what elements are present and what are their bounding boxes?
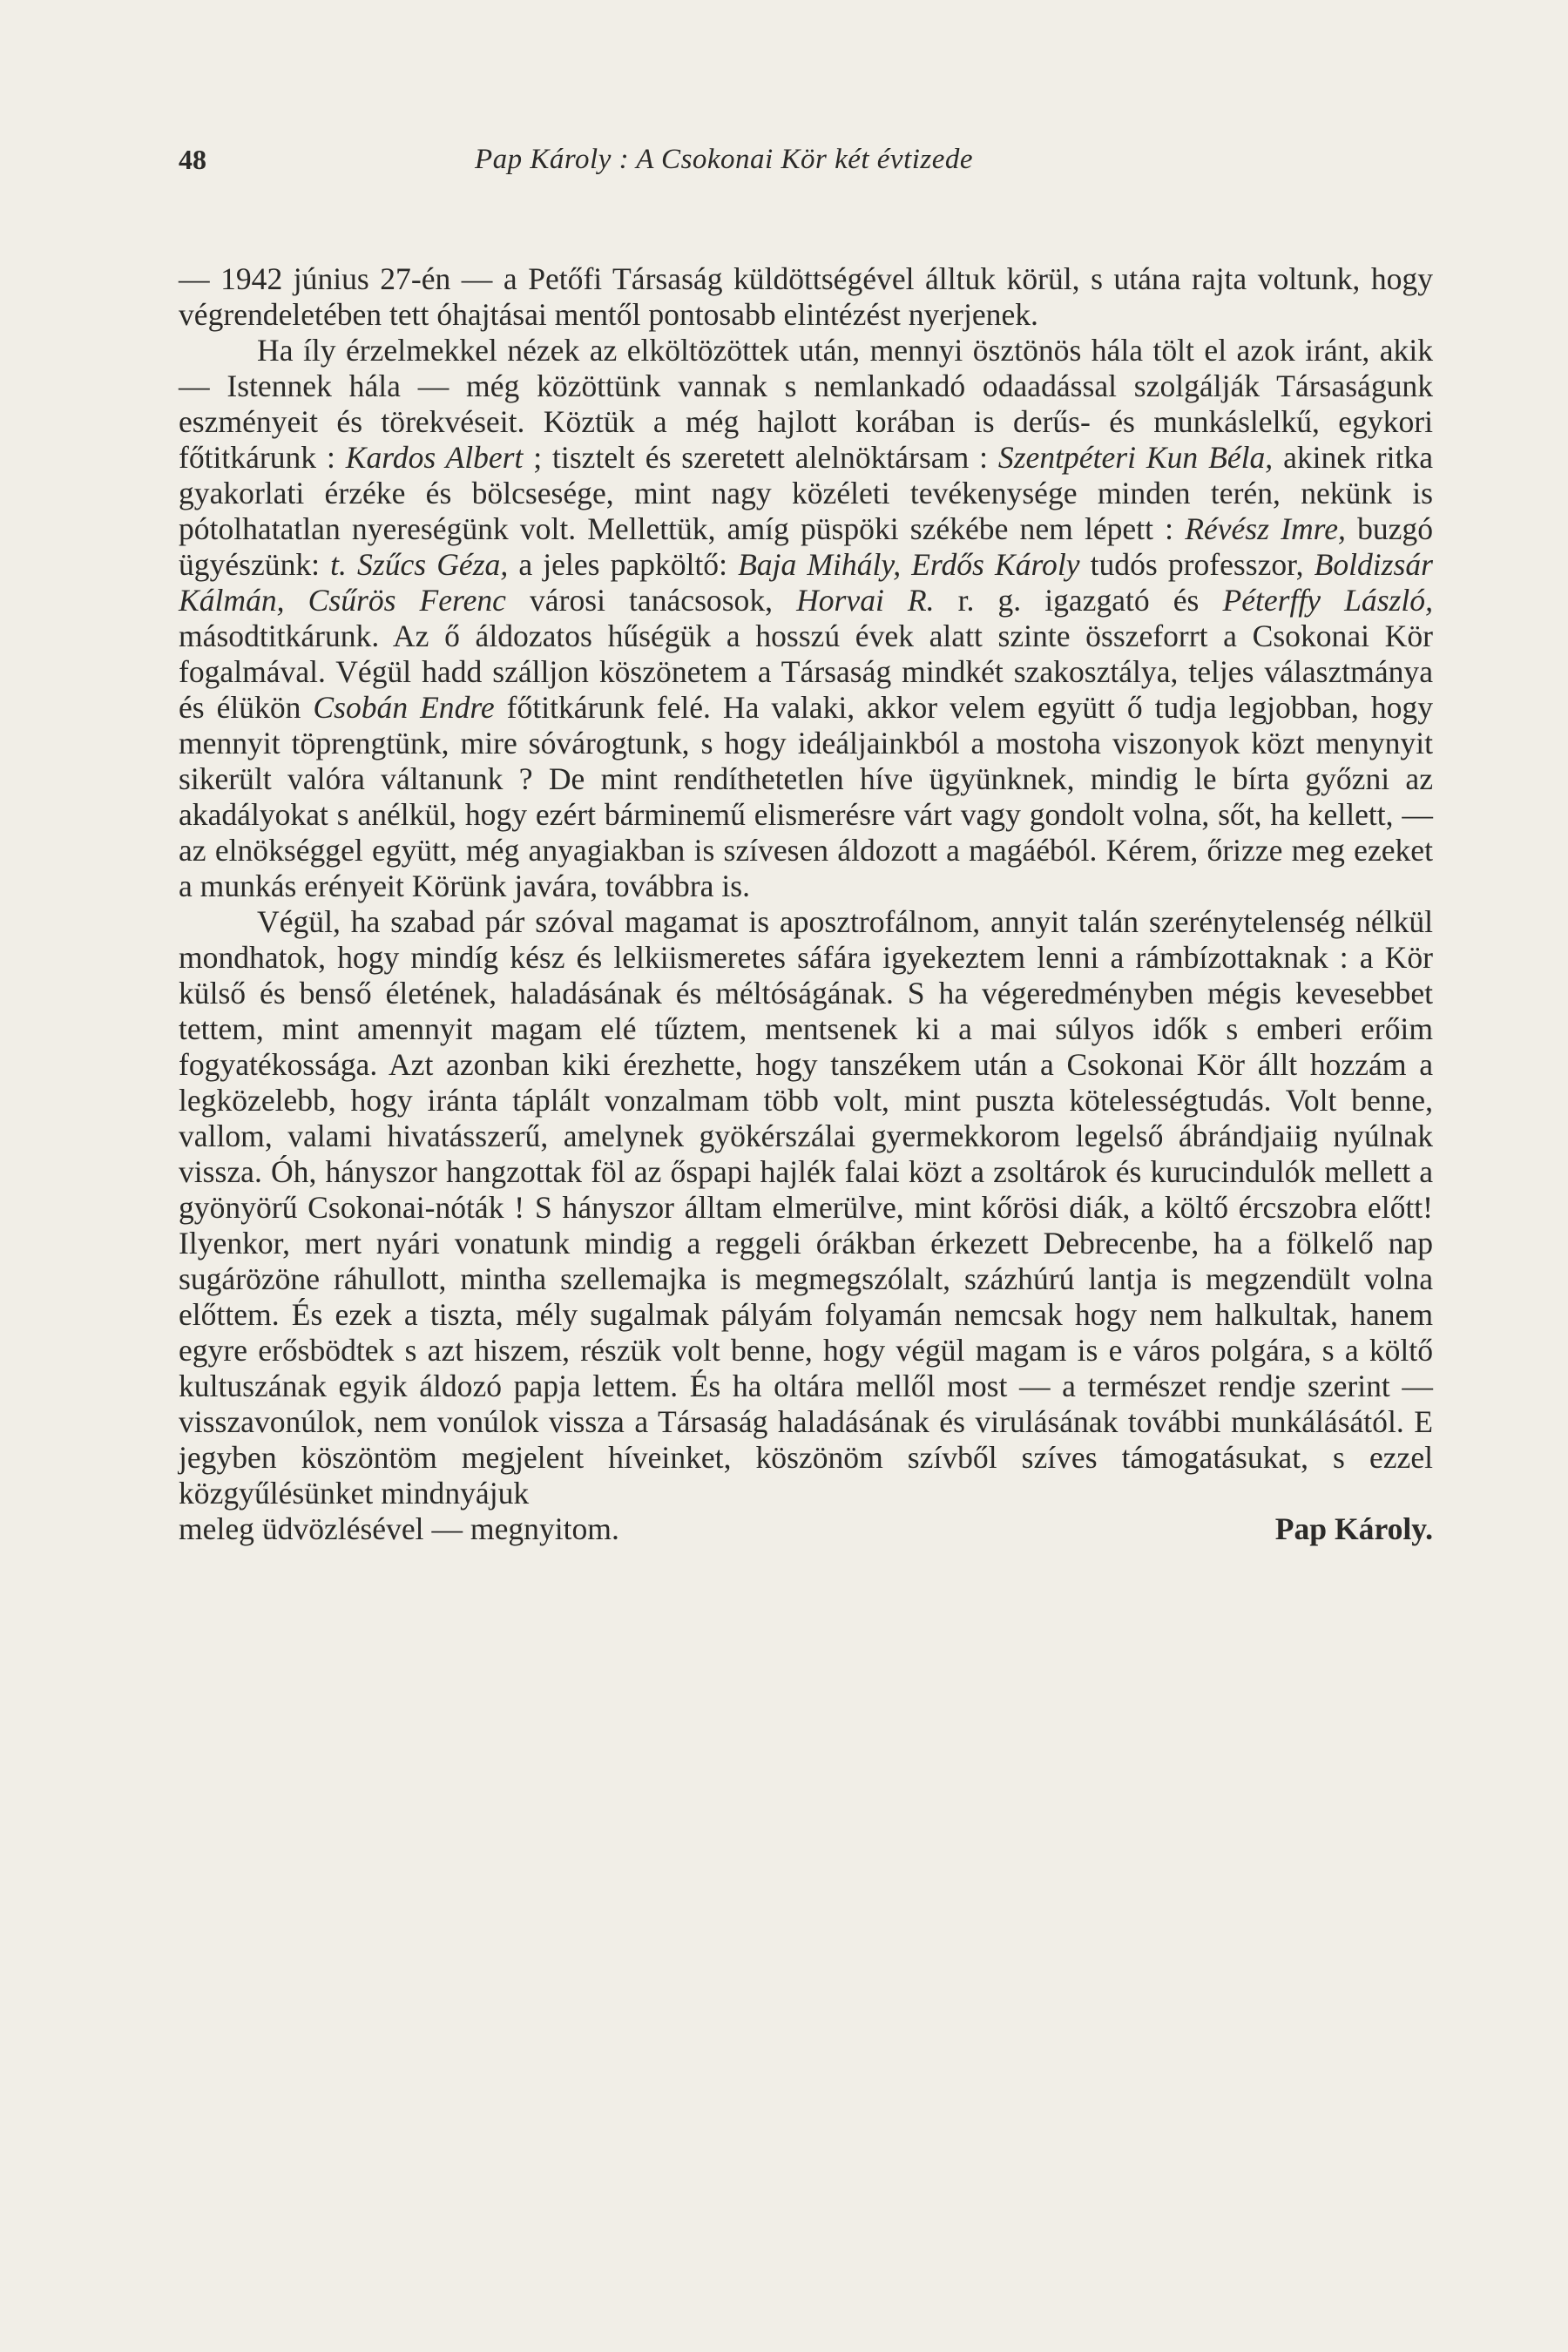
person-name: Csobán Endre: [313, 690, 495, 725]
person-name: Boldizsár Kálmán, Csűrös Ferenc: [179, 547, 1433, 618]
text-segment: buzgó ügyészünk:: [179, 511, 1434, 582]
person-name: Szentpéteri Kun Béla,: [997, 440, 1274, 475]
running-head: [179, 144, 1433, 184]
text-segment: főtitkárunk felé. Ha valaki, akkor velem együtt ő tudja legjobban, hogy mennyit töprengtünk, mire sóvárogtunk, s hogy ideáljainkból a mostoha viszonyok közt menynyit sikerült valóra váltanunk ? De mint rendíthetetlen híve ügyünknek, mindig le bírta győzni az akadályokat s anélkül, hogy ezért bárminemű elismerésre várt vagy gondolt volna, sőt, ha kellett, — az elnökséggel együtt, még anyagiakban is szívesen áldozott a magáéból. Kérem, őrizze meg ezeket a munkás erényeit Körünk javára, továbbra is.: [179, 690, 1433, 903]
text-segment: r. g. igazgató és: [934, 583, 1223, 618]
text-segment: tudós professzor,: [1079, 547, 1315, 582]
body-text: [179, 261, 1433, 1547]
closing-text: meleg üdvözlésével — megnyitom.: [179, 1511, 619, 1546]
paragraph-3: Végül, ha szabad pár szóval magamat is aposztrofálnom, annyit talán szerénytelenség nélkül mondhatok, hogy mindíg kész és lelkiismeretes sáfára igyekeztem lenni a rámbízottaknak : a Kör külső és benső életének, haladásának és méltóságának. S ha végeredményben mégis kevesebbet tettem, mint amennyit magam elé tűztem, mentsenek ki a mai súlyos idők s emberi erőim fogyatékossága. Azt azonban kiki érezhette, hogy tanszékem után a Csokonai Kör állt hozzám a legközelebb, hogy iránta táplált vonzalmam több volt, mint puszta kötelességtudás. Volt benne, vallom, valami hivatásszerű, amelynek gyökérszálai gyermekkorom legelső ábrándjaiig nyúlnak vissza. Óh, hányszor hangzottak föl az őspapi hajlék falai közt a zsoltárok és kurucindulók mellett a gyönyörű Csokonai-nóták ! S hányszor álltam elmerülve, mint kőrösi diák, a költő ércszobra előtt! Ilyenkor, mert nyári vonatunk mindig a reggeli órákban érkezett Debrecenbe, ha a fölkelő nap sugárözöne ráhullott, mintha szellemajka is megmegszólalt, százhúrú lantja is megzendült volna előttem. És ezek a tiszta, mély sugalmak pályám folyamán nemcsak hogy nem halkultak, hanem egyre erősbödtek s azt hiszem, részük volt benne, hogy végül magam is e város polgára, s a költő kultuszának egyik áldozó papja lettem. És ha oltára mellől most — a természet rendje szerint — visszavonúlok, nem vonúlok vissza a Társaság haladásának és virulásának további munkálásától. E jegyben köszöntöm megjelent híveinket, köszönöm szívből szíves támogatásukat, s ezzel közgyűlésünket mindnyájuk: [179, 904, 1433, 1511]
text-segment: ; tisztelt és szeretett alelnöktársam :: [523, 440, 998, 475]
text-segment: akinek ritka gyakorlati érzéke és bölcsesége, mint nagy közéleti tevékenysége minden terén, nekünk is pótolhatatlan nyereségünk volt. Mellettük, amíg püspöki székébe nem lépett :: [179, 440, 1433, 546]
text-segment: másodtitkárunk. Az ő áldozatos hűségük a hosszú évek alatt szinte összeforrt a Csokonai Kör fogalmával. Végül hadd szálljon köszönetem a Társaság mindkét szakosztálya, teljes választmánya és élükön: [179, 618, 1433, 725]
page-number: 48: [179, 144, 206, 175]
person-name: Kardos Albert: [345, 440, 524, 475]
text-segment: Ha íly érzelmekkel nézek az elköltözöttek után, mennyi ösztönös hála tölt el azok iránt, akik — Istennek hála — még közöttünk vannak s nemlankadó odaadással szolgálják Társaságunk eszményeit és törekvéseit. Köztük a még hajlott korában is derűs- és munkáslelkű, egykori főtitkárunk :: [179, 333, 1433, 475]
text-segment: városi tanácsosok,: [505, 583, 797, 618]
closing-line: [179, 1511, 1433, 1547]
paragraph-2: [179, 333, 1433, 904]
person-name: Horvai R.: [796, 583, 935, 618]
running-title: Pap Károly : A Csokonai Kör két évtizede: [475, 144, 974, 175]
person-name: t. Szűcs Géza,: [330, 547, 509, 582]
person-name: Révész Imre,: [1185, 511, 1346, 546]
author-signature: Pap Károly.: [1274, 1511, 1433, 1546]
person-name: Baja Mihály, Erdős Károly: [738, 547, 1080, 582]
paragraph-1: — 1942 június 27-én — a Petőfi Társaság küldöttségével álltuk körül, s utána rajta voltunk, hogy végrendeletében tett óhajtásai mentől pontosabb elintézést nyerjenek.: [179, 261, 1433, 332]
person-name: Péterffy László,: [1222, 583, 1433, 618]
text-segment: a jeles papköltő:: [508, 547, 739, 582]
